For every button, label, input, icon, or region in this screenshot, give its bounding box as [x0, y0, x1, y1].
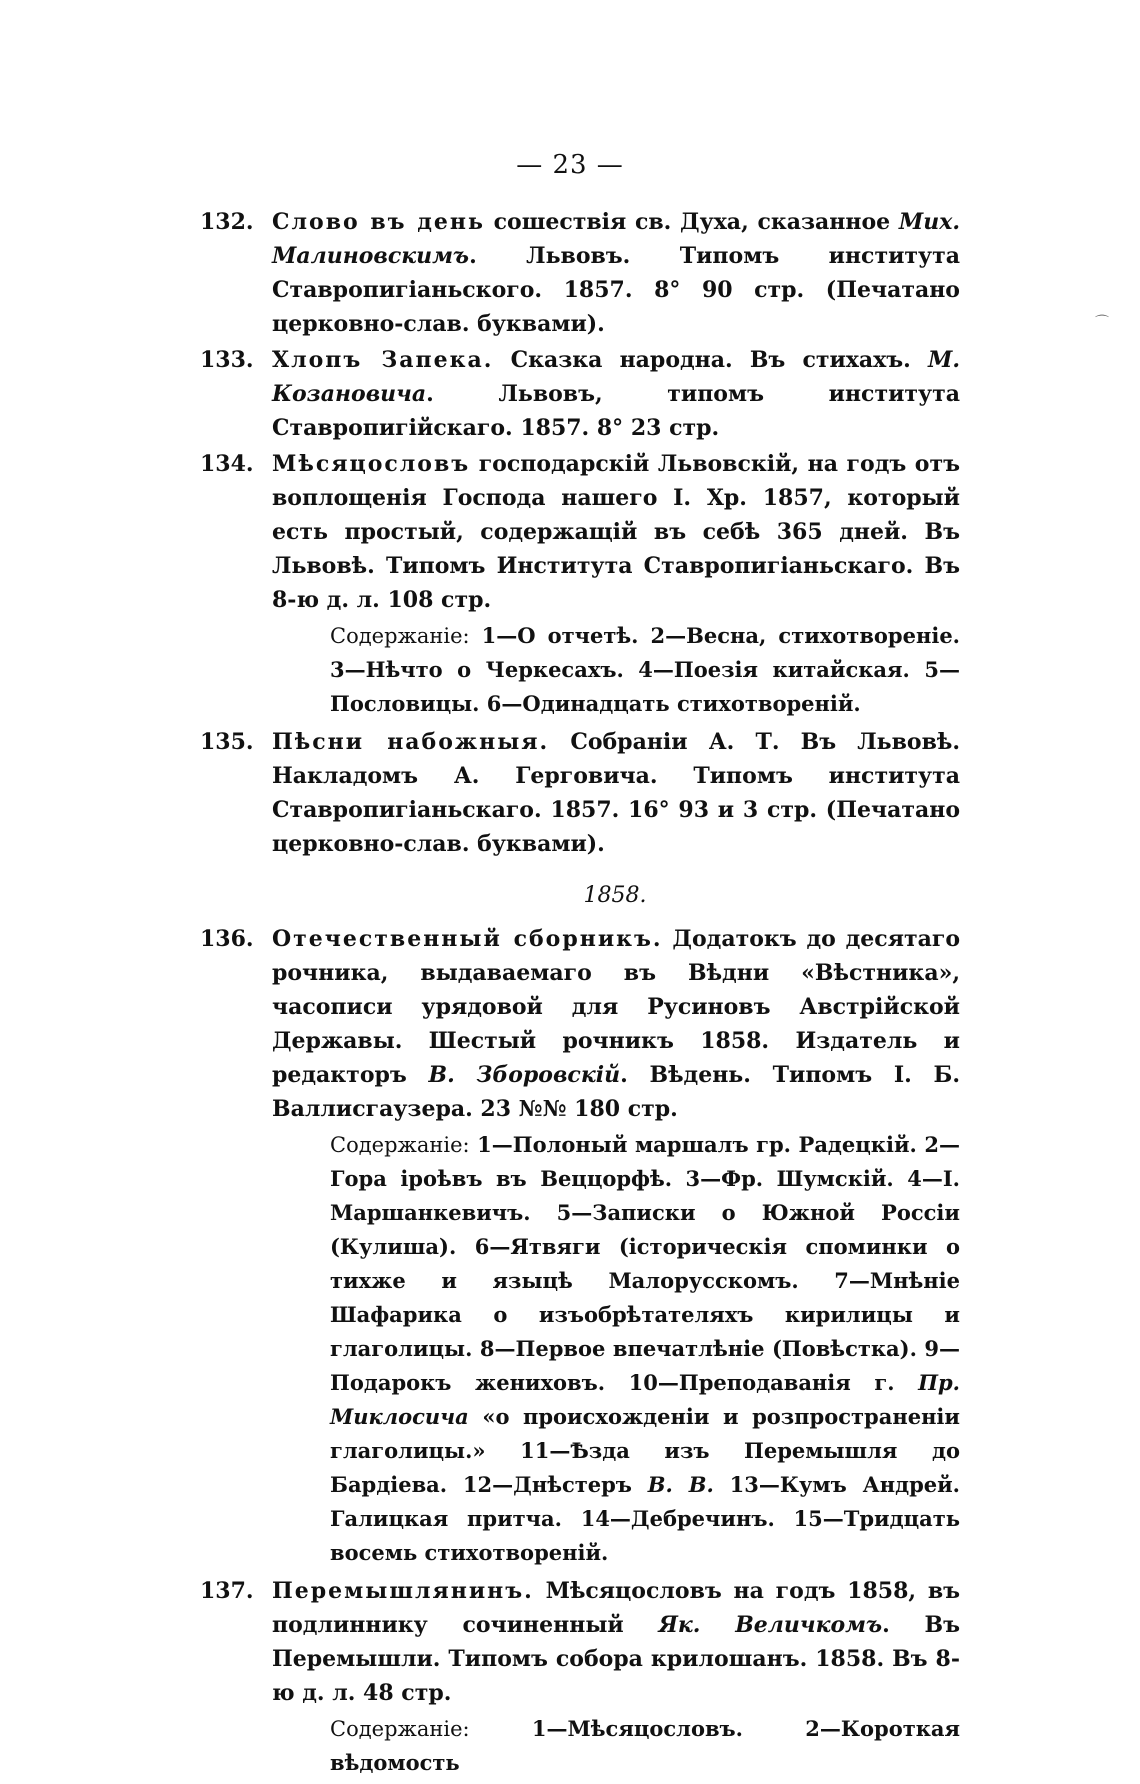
- entry-text: господарскій Львовскій, на годъ отъ воплощенія Господа нашего І. Хр. 1857, который есть простый, содержащій въ себѣ 365 дней. Въ Львовѣ. Типомъ Института Ставропигіаньскаго. Въ 8-ю д. л. 108 стр.: [272, 451, 960, 613]
- entry-number: 135.: [200, 729, 254, 755]
- contents-label: Содержаніе:: [330, 1717, 470, 1741]
- entry-number: 137.: [200, 1578, 254, 1604]
- entry-number: 133.: [200, 347, 254, 373]
- entry-text: Собраніи А. Т. Въ Львовѣ. Накладомъ А. Герговича. Типомъ института Ставропигіаньскаго. 1857. 16° 93 и 3 стр. (Печатано церковно-слав. буквами).: [272, 729, 960, 857]
- contents-text-end: 13—Кумъ Андрей. Галицкая притча. 14—Дебречинъ. 15—Тридцать восемь стихотвореній.: [330, 1472, 960, 1565]
- contents-author-initials: В. В.: [647, 1472, 714, 1497]
- entry-text-rest: . Львовъ, типомъ института Ставропигійскаго. 1857. 8° 23 стр.: [272, 381, 960, 441]
- entry-number: 132.: [200, 209, 254, 235]
- bibliography-entry-133: [200, 343, 960, 445]
- entry-title: Отечественный сборникъ.: [272, 926, 663, 952]
- entry-number: 134.: [200, 451, 254, 477]
- entry-text-rest: . Вѣдень. Типомъ І. Б. Валлисгаузера. 23 №№ 180 стр.: [272, 1062, 960, 1122]
- page-content: [200, 205, 960, 1784]
- entry-title: Хлопъ Запека.: [272, 347, 494, 373]
- bibliography-entry-137: [200, 1574, 960, 1710]
- page-number: — 23 —: [516, 150, 624, 180]
- entry-text: сошествія св. Духа, сказанное: [484, 209, 899, 235]
- entry-number: 136.: [200, 926, 254, 952]
- bibliography-entry-134: [200, 447, 960, 617]
- entry-title: Мѣсяцословъ: [272, 451, 471, 477]
- bibliography-entry-132: [200, 205, 960, 341]
- entry-text: Додатокъ до десятаго рочника, выдаваемаго въ Вѣдни «Вѣстника», часописи урядовой для Русиновъ Австрійской Державы. Шестый рочникъ 1858. Издатель и редакторъ: [272, 926, 960, 1088]
- entry-title: Перемышлянинъ.: [272, 1578, 534, 1604]
- entry-contents-137: [200, 1712, 960, 1780]
- bibliography-entry-135: [200, 725, 960, 861]
- contents-label: Содержаніе:: [330, 1133, 470, 1157]
- entry-author: В. Зборовскій: [428, 1062, 621, 1088]
- entry-author: Як. Величкомъ: [658, 1612, 883, 1638]
- entry-title: Пѣсни набожныя.: [272, 729, 550, 755]
- entry-contents-134: [200, 619, 960, 721]
- entry-title: Слово въ день: [272, 209, 485, 235]
- bibliography-entry-136: [200, 922, 960, 1126]
- entry-text: Сказка народна. Въ стихахъ.: [493, 347, 928, 373]
- year-heading: 1858.: [583, 883, 647, 908]
- contents-text: 1—Мѣсяцословъ. 2—Короткая вѣдомость: [330, 1716, 960, 1775]
- entry-author: Мих. Малиновскимъ: [272, 209, 960, 269]
- contents-text: 1—Полоный маршалъ гр. Радецкій. 2—Гора іроѣвъ въ Веццорфѣ. 3—Фр. Шумскій. 4—І. Маршанкевичъ. 5—Записки о Южной Россіи (Кулиша). 6—Ятвяги (історическія споминки о тихже и языцѣ Малорусскомъ. 7—Мнѣніе Шафарика о изъобрѣтателяхъ кирилицы и глаголицы. 8—Первое впечатлѣніе (Повѣстка). 9—Подарокъ жениховъ. 10—Преподаванія г.: [330, 1132, 960, 1395]
- contents-text-continued: «о происхожденіи и розпространеніи глаголицы.» 11—Ѣзда изъ Перемышля до Бардіева. 12—Днѣстеръ: [330, 1404, 960, 1497]
- contents-label: Содержаніе:: [330, 624, 470, 648]
- entry-author: М. Козановича: [272, 347, 960, 407]
- entry-text-rest: . Львовъ. Типомъ института Ставропигіаньского. 1857. 8° 90 стр. (Печатано церковно-слав. буквами).: [272, 243, 960, 337]
- entry-contents-136: [200, 1128, 960, 1570]
- margin-mark: ⌒: [1095, 315, 1109, 331]
- contents-author: Пр. Миклосича: [330, 1370, 960, 1429]
- entry-text-rest: . Въ Перемышли. Типомъ собора крилошанъ. 1858. Въ 8-ю д. л. 48 стр.: [272, 1612, 960, 1706]
- contents-text: 1—О отчетѣ. 2—Весна, стихотвореніе. 3—Нѣчто о Черкесахъ. 4—Поезія китайская. 5—Пословицы. 6—Одинадцать стихотвореній.: [330, 623, 960, 716]
- entry-text: Мѣсяцословъ на годъ 1858, въ подлиннику сочиненный: [272, 1578, 960, 1638]
